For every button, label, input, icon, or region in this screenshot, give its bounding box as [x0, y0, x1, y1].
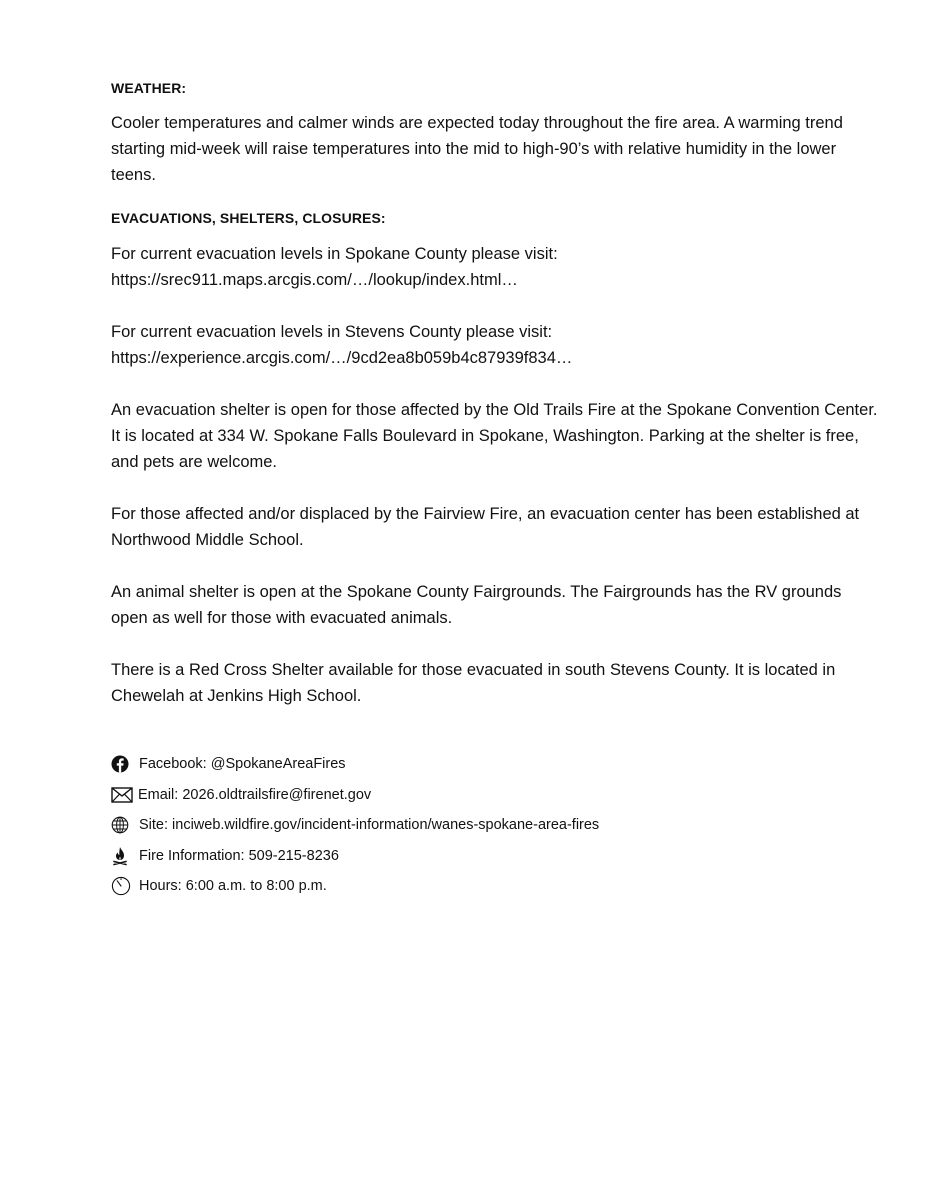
old-trails-shelter-text: An evacuation shelter is open for those affected by the Old Trails Fire at the Spokane Convention Center. It is located at 334 W. Spokane Falls Boulevard in Spokane, Washington. Parking at the shelter is free, and pets are welcome. — [111, 401, 878, 471]
facebook-icon — [111, 754, 133, 774]
document-page — [111, 78, 881, 902]
stevens-evac-link[interactable]: https://experience.arcgis.com/…/9cd2ea8b059b4c87939f834… — [111, 349, 573, 367]
spokane-evac-intro: For current evacuation levels in Spokane County please visit: — [111, 245, 558, 263]
contact-list — [111, 749, 881, 902]
clock-icon — [111, 876, 133, 896]
contact-email[interactable] — [111, 780, 881, 811]
flame-icon — [111, 846, 133, 866]
spokane-evac-link[interactable]: https://srec911.maps.arcgis.com/…/lookup/index.html… — [111, 271, 518, 289]
weather-heading: WEATHER: — [111, 80, 187, 96]
stevens-evac-intro: For current evacuation levels in Stevens County please visit: — [111, 323, 553, 341]
contact-fire-info[interactable] — [111, 841, 881, 872]
stevens-evac-block — [111, 319, 881, 371]
spokane-evac-block — [111, 241, 881, 293]
globe-icon — [111, 815, 133, 835]
red-cross-shelter-text: There is a Red Cross Shelter available for those evacuated in south Stevens County. It is located in Chewelah at Jenkins High School. — [111, 661, 836, 705]
contact-site[interactable] — [111, 810, 881, 841]
evacuations-heading: EVACUATIONS, SHELTERS, CLOSURES: — [111, 210, 386, 226]
email-text: Email: 2026.oldtrailsfire@firenet.gov — [138, 786, 372, 803]
fire-info-text: Fire Information: 509-215-8236 — [139, 847, 339, 864]
fairview-center-text: For those affected and/or displaced by the Fairview Fire, an evacuation center has been established at Northwood Middle School. — [111, 505, 860, 549]
facebook-text: Facebook: @SpokaneAreaFires — [139, 756, 346, 773]
contact-hours — [111, 871, 881, 902]
envelope-icon — [111, 785, 133, 805]
hours-text: Hours: 6:00 a.m. to 8:00 p.m. — [139, 878, 327, 895]
contact-facebook[interactable] — [111, 749, 881, 780]
weather-text: Cooler temperatures and calmer winds are expected today throughout the fire area. A warming trend starting mid-week will raise temperatures into the mid to high-90’s with relative humidity in the lower teens. — [111, 114, 843, 184]
animal-shelter-text: An animal shelter is open at the Spokane County Fairgrounds. The Fairgrounds has the RV grounds open as well for those with evacuated animals. — [111, 583, 842, 627]
site-text: Site: inciweb.wildfire.gov/incident-information/wanes-spokane-area-fires — [139, 817, 600, 834]
